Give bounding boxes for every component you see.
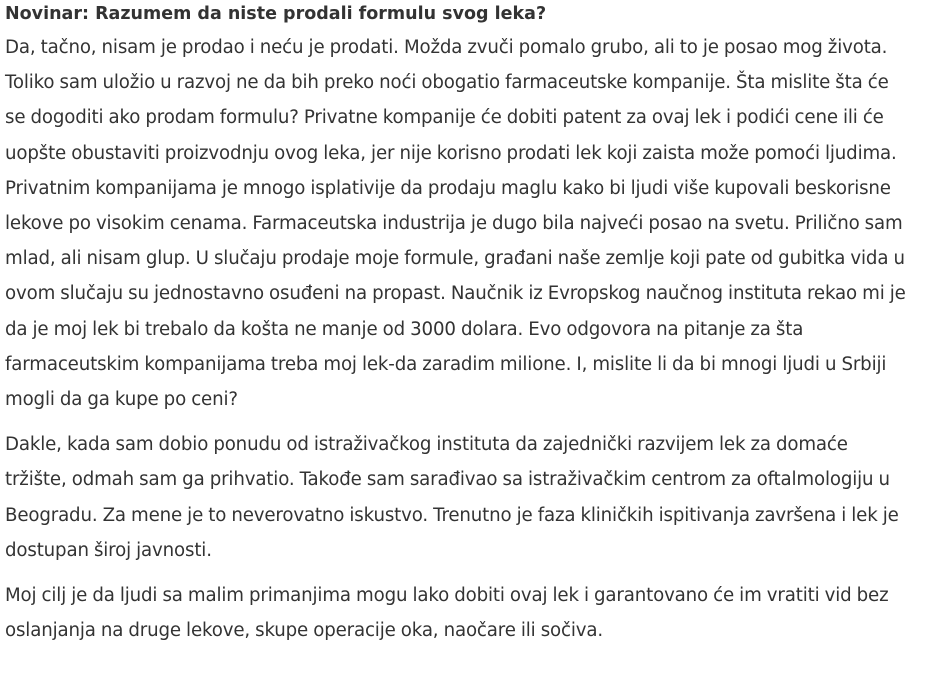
answer-paragraph-1: Da, tačno, nisam je prodao i neću je prodati. Možda zvuči pomalo grubo, ali to je posao mog života. Toliko sam uložio u razvoj ne da bih preko noći obogatio farmaceutske kompanije. Šta mislite šta će se dogoditi ako prodam formulu? Privatne kompanije će dobiti patent za ovaj lek i podići cene ili će uopšte obustaviti proizvodnju ovog leka, jer nije korisno prodati lek koji zaista može pomoći ljudima. Privatnim kompanijama je mnogo isplativije da prodaju maglu kako bi ljudi više kupovali beskorisne lekove po visokim cenama. Farmaceutska industrija je dugo bila najveći posao na svetu. Prilično sam mlad, ali nisam glup. U slučaju prodaje moje formule, građani naše zemlje koji pate od gubitka vida u ovom slučaju su jednostavno osuđeni na propast. Naučnik iz Evropskog naučnog instituta rekao mi je da je moj lek bi trebalo da košta ne manje od 3000 dolara. Evo odgovora na pitanje za šta farmaceutskim kompanijama treba moj lek-da zaradim milione. I, mislite li da bi mnogi ljudi u Srbiji mogli da ga kupe po ceni?: [5, 37, 906, 411]
answer-paragraph-2: Dakle, kada sam dobio ponudu od istraživačkog instituta da zajednički razvijem lek za domaće tržište, odmah sam ga prihvatio. Takođe sam sarađivao sa istraživačkim centrom za oftalmologiju u Beogradu. Za mene je to neverovatno iskustvo. Trenutno je faza kliničkih ispitivanja završena i lek je dostupan široj javnosti.: [5, 434, 899, 561]
answer-paragraph-3: Moj cilj je da ljudi sa malim primanjima mogu lako dobiti ovaj lek i garantovano će im vratiti vid bez oslanjanja na druge lekove, skupe operacije oka, naočare ili sočiva.: [5, 585, 889, 642]
interview-question: Novinar: Razumem da niste prodali formulu svog leka?: [5, 4, 547, 24]
